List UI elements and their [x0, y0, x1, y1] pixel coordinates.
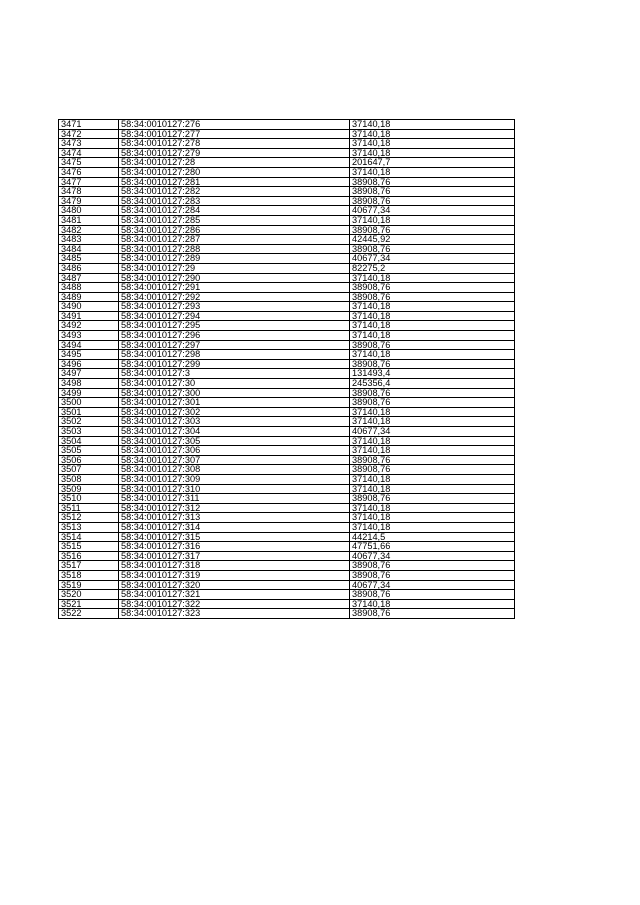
- cadastral-number-cell: 58:34:0010127:322: [119, 599, 350, 609]
- cadastral-number-cell: 58:34:0010127:276: [119, 120, 350, 130]
- table-row: [59, 292, 515, 302]
- row-number-cell: 3493: [59, 331, 119, 341]
- value-cell: 38908,76: [350, 398, 515, 408]
- row-number-cell: 3520: [59, 590, 119, 600]
- table-row: [59, 455, 515, 465]
- row-number-cell: 3473: [59, 139, 119, 149]
- value-cell: 38908,76: [350, 590, 515, 600]
- row-number-cell: 3490: [59, 302, 119, 312]
- row-number-cell: 3502: [59, 417, 119, 427]
- table-row: [59, 350, 515, 360]
- table-row: [59, 561, 515, 571]
- cadastral-number-cell: 58:34:0010127:317: [119, 551, 350, 561]
- value-cell: 38908,76: [350, 340, 515, 350]
- row-number-cell: 3514: [59, 532, 119, 542]
- cadastral-number-cell: 58:34:0010127:301: [119, 398, 350, 408]
- cadastral-number-cell: 58:34:0010127:305: [119, 436, 350, 446]
- row-number-cell: 3512: [59, 513, 119, 523]
- row-number-cell: 3505: [59, 446, 119, 456]
- row-number-cell: 3499: [59, 388, 119, 398]
- cadastral-number-cell: 58:34:0010127:297: [119, 340, 350, 350]
- value-cell: 131493,4: [350, 369, 515, 379]
- table-row: [59, 580, 515, 590]
- row-number-cell: 3492: [59, 321, 119, 331]
- row-number-cell: 3477: [59, 177, 119, 187]
- table-row: [59, 273, 515, 283]
- value-cell: 245356,4: [350, 379, 515, 389]
- table-row: [59, 235, 515, 245]
- row-number-cell: 3481: [59, 215, 119, 225]
- value-cell: 38908,76: [350, 455, 515, 465]
- value-cell: 38908,76: [350, 359, 515, 369]
- row-number-cell: 3517: [59, 561, 119, 571]
- value-cell: 37140,18: [350, 167, 515, 177]
- cadastral-number-cell: 58:34:0010127:286: [119, 225, 350, 235]
- cadastral-number-cell: 58:34:0010127:30: [119, 379, 350, 389]
- row-number-cell: 3516: [59, 551, 119, 561]
- row-number-cell: 3476: [59, 167, 119, 177]
- data-table: [58, 119, 515, 619]
- value-cell: 37140,18: [350, 522, 515, 532]
- cadastral-number-cell: 58:34:0010127:284: [119, 206, 350, 216]
- table-body: [59, 120, 515, 619]
- table-row: [59, 359, 515, 369]
- table-row: [59, 417, 515, 427]
- cadastral-number-cell: 58:34:0010127:314: [119, 522, 350, 532]
- row-number-cell: 3515: [59, 542, 119, 552]
- table-row: [59, 254, 515, 264]
- table-row: [59, 196, 515, 206]
- value-cell: 38908,76: [350, 570, 515, 580]
- value-cell: 37140,18: [350, 503, 515, 513]
- table-row: [59, 570, 515, 580]
- row-number-cell: 3471: [59, 120, 119, 130]
- row-number-cell: 3497: [59, 369, 119, 379]
- row-number-cell: 3498: [59, 379, 119, 389]
- table-row: [59, 599, 515, 609]
- row-number-cell: 3472: [59, 129, 119, 139]
- table-row: [59, 215, 515, 225]
- cadastral-number-cell: 58:34:0010127:307: [119, 455, 350, 465]
- value-cell: 38908,76: [350, 465, 515, 475]
- row-number-cell: 3474: [59, 148, 119, 158]
- value-cell: 37140,18: [350, 407, 515, 417]
- table-row: [59, 129, 515, 139]
- cadastral-number-cell: 58:34:0010127:292: [119, 292, 350, 302]
- value-cell: 47751,66: [350, 542, 515, 552]
- value-cell: 37140,18: [350, 120, 515, 130]
- value-cell: 38908,76: [350, 561, 515, 571]
- table-row: [59, 340, 515, 350]
- cadastral-number-cell: 58:34:0010127:280: [119, 167, 350, 177]
- cadastral-number-cell: 58:34:0010127:296: [119, 331, 350, 341]
- cadastral-number-cell: 58:34:0010127:318: [119, 561, 350, 571]
- value-cell: 42445,92: [350, 235, 515, 245]
- table-row: [59, 206, 515, 216]
- cadastral-number-cell: 58:34:0010127:293: [119, 302, 350, 312]
- row-number-cell: 3489: [59, 292, 119, 302]
- table-row: [59, 474, 515, 484]
- row-number-cell: 3491: [59, 311, 119, 321]
- table-row: [59, 167, 515, 177]
- table-row: [59, 407, 515, 417]
- row-number-cell: 3507: [59, 465, 119, 475]
- value-cell: 37140,18: [350, 446, 515, 456]
- cadastral-number-cell: 58:34:0010127:278: [119, 139, 350, 149]
- value-cell: 37140,18: [350, 148, 515, 158]
- table-row: [59, 331, 515, 341]
- row-number-cell: 3478: [59, 187, 119, 197]
- cadastral-number-cell: 58:34:0010127:3: [119, 369, 350, 379]
- value-cell: 38908,76: [350, 187, 515, 197]
- table-row: [59, 302, 515, 312]
- cadastral-number-cell: 58:34:0010127:308: [119, 465, 350, 475]
- table-row: [59, 609, 515, 619]
- value-cell: 38908,76: [350, 177, 515, 187]
- value-cell: 38908,76: [350, 225, 515, 235]
- value-cell: 38908,76: [350, 494, 515, 504]
- row-number-cell: 3485: [59, 254, 119, 264]
- cadastral-number-cell: 58:34:0010127:279: [119, 148, 350, 158]
- cadastral-number-cell: 58:34:0010127:281: [119, 177, 350, 187]
- table-row: [59, 513, 515, 523]
- value-cell: 38908,76: [350, 292, 515, 302]
- table-row: [59, 369, 515, 379]
- table-row: [59, 494, 515, 504]
- value-cell: 40677,34: [350, 206, 515, 216]
- row-number-cell: 3504: [59, 436, 119, 446]
- table-row: [59, 379, 515, 389]
- row-number-cell: 3510: [59, 494, 119, 504]
- row-number-cell: 3487: [59, 273, 119, 283]
- cadastral-number-cell: 58:34:0010127:310: [119, 484, 350, 494]
- row-number-cell: 3503: [59, 427, 119, 437]
- table-row: [59, 542, 515, 552]
- table-row: [59, 388, 515, 398]
- cadastral-number-cell: 58:34:0010127:304: [119, 427, 350, 437]
- row-number-cell: 3484: [59, 244, 119, 254]
- cadastral-number-cell: 58:34:0010127:316: [119, 542, 350, 552]
- value-cell: 40677,34: [350, 580, 515, 590]
- value-cell: 37140,18: [350, 311, 515, 321]
- cadastral-number-cell: 58:34:0010127:303: [119, 417, 350, 427]
- cadastral-number-cell: 58:34:0010127:283: [119, 196, 350, 206]
- row-number-cell: 3480: [59, 206, 119, 216]
- cadastral-number-cell: 58:34:0010127:290: [119, 273, 350, 283]
- value-cell: 37140,18: [350, 417, 515, 427]
- value-cell: 37140,18: [350, 273, 515, 283]
- row-number-cell: 3511: [59, 503, 119, 513]
- value-cell: 37140,18: [350, 474, 515, 484]
- value-cell: 37140,18: [350, 513, 515, 523]
- row-number-cell: 3483: [59, 235, 119, 245]
- value-cell: 37140,18: [350, 215, 515, 225]
- cadastral-number-cell: 58:34:0010127:291: [119, 283, 350, 293]
- cadastral-number-cell: 58:34:0010127:320: [119, 580, 350, 590]
- value-cell: 37140,18: [350, 350, 515, 360]
- row-number-cell: 3486: [59, 263, 119, 273]
- value-cell: 40677,34: [350, 427, 515, 437]
- row-number-cell: 3500: [59, 398, 119, 408]
- cadastral-number-cell: 58:34:0010127:287: [119, 235, 350, 245]
- value-cell: 37140,18: [350, 129, 515, 139]
- table-row: [59, 590, 515, 600]
- row-number-cell: 3495: [59, 350, 119, 360]
- cadastral-number-cell: 58:34:0010127:294: [119, 311, 350, 321]
- table-row: [59, 503, 515, 513]
- table-row: [59, 484, 515, 494]
- value-cell: 82275,2: [350, 263, 515, 273]
- cadastral-number-cell: 58:34:0010127:309: [119, 474, 350, 484]
- value-cell: 38908,76: [350, 283, 515, 293]
- value-cell: 37140,18: [350, 321, 515, 331]
- value-cell: 201647,7: [350, 158, 515, 168]
- row-number-cell: 3488: [59, 283, 119, 293]
- table-row: [59, 187, 515, 197]
- value-cell: 37140,18: [350, 599, 515, 609]
- table-row: [59, 522, 515, 532]
- cadastral-number-cell: 58:34:0010127:28: [119, 158, 350, 168]
- cadastral-number-cell: 58:34:0010127:289: [119, 254, 350, 264]
- value-cell: 37140,18: [350, 484, 515, 494]
- row-number-cell: 3509: [59, 484, 119, 494]
- cadastral-number-cell: 58:34:0010127:288: [119, 244, 350, 254]
- cadastral-number-cell: 58:34:0010127:277: [119, 129, 350, 139]
- table-row: [59, 263, 515, 273]
- table-row: [59, 551, 515, 561]
- cadastral-number-cell: 58:34:0010127:321: [119, 590, 350, 600]
- row-number-cell: 3494: [59, 340, 119, 350]
- row-number-cell: 3518: [59, 570, 119, 580]
- value-cell: 40677,34: [350, 254, 515, 264]
- row-number-cell: 3482: [59, 225, 119, 235]
- cadastral-number-cell: 58:34:0010127:29: [119, 263, 350, 273]
- value-cell: 38908,76: [350, 609, 515, 619]
- cadastral-number-cell: 58:34:0010127:298: [119, 350, 350, 360]
- row-number-cell: 3506: [59, 455, 119, 465]
- row-number-cell: 3519: [59, 580, 119, 590]
- value-cell: 38908,76: [350, 196, 515, 206]
- row-number-cell: 3521: [59, 599, 119, 609]
- table-row: [59, 283, 515, 293]
- table-row: [59, 465, 515, 475]
- cadastral-number-cell: 58:34:0010127:302: [119, 407, 350, 417]
- table-row: [59, 177, 515, 187]
- value-cell: 37140,18: [350, 436, 515, 446]
- table-row: [59, 225, 515, 235]
- table-row: [59, 120, 515, 130]
- row-number-cell: 3475: [59, 158, 119, 168]
- cadastral-number-cell: 58:34:0010127:311: [119, 494, 350, 504]
- row-number-cell: 3522: [59, 609, 119, 619]
- cadastral-number-cell: 58:34:0010127:300: [119, 388, 350, 398]
- table-row: [59, 139, 515, 149]
- value-cell: 37140,18: [350, 331, 515, 341]
- cadastral-number-cell: 58:34:0010127:323: [119, 609, 350, 619]
- value-cell: 44214,5: [350, 532, 515, 542]
- value-cell: 38908,76: [350, 244, 515, 254]
- cadastral-number-cell: 58:34:0010127:312: [119, 503, 350, 513]
- table-row: [59, 244, 515, 254]
- value-cell: 37140,18: [350, 139, 515, 149]
- cadastral-number-cell: 58:34:0010127:313: [119, 513, 350, 523]
- value-cell: 37140,18: [350, 302, 515, 312]
- value-cell: 40677,34: [350, 551, 515, 561]
- row-number-cell: 3479: [59, 196, 119, 206]
- row-number-cell: 3496: [59, 359, 119, 369]
- cadastral-number-cell: 58:34:0010127:285: [119, 215, 350, 225]
- table-row: [59, 148, 515, 158]
- row-number-cell: 3508: [59, 474, 119, 484]
- cadastral-number-cell: 58:34:0010127:306: [119, 446, 350, 456]
- cadastral-number-cell: 58:34:0010127:315: [119, 532, 350, 542]
- table-row: [59, 436, 515, 446]
- cadastral-number-cell: 58:34:0010127:295: [119, 321, 350, 331]
- table-row: [59, 311, 515, 321]
- value-cell: 38908,76: [350, 388, 515, 398]
- row-number-cell: 3513: [59, 522, 119, 532]
- table-row: [59, 158, 515, 168]
- cadastral-number-cell: 58:34:0010127:299: [119, 359, 350, 369]
- cadastral-number-cell: 58:34:0010127:282: [119, 187, 350, 197]
- table-row: [59, 532, 515, 542]
- cadastral-number-cell: 58:34:0010127:319: [119, 570, 350, 580]
- table-row: [59, 321, 515, 331]
- table-row: [59, 398, 515, 408]
- row-number-cell: 3501: [59, 407, 119, 417]
- table-row: [59, 427, 515, 437]
- table-row: [59, 446, 515, 456]
